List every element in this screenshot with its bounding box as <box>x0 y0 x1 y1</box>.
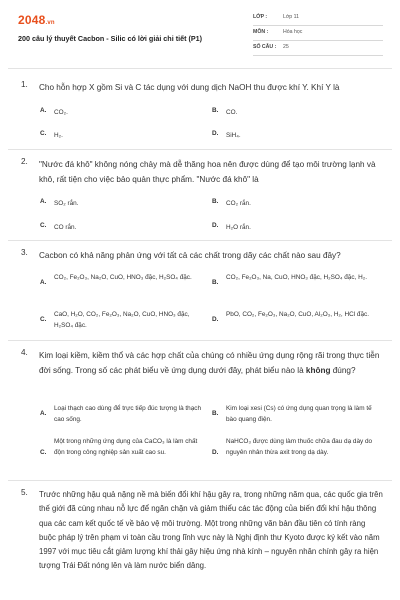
meta-key: MÔN : <box>253 29 269 35</box>
question-text: Trước những hậu quả nặng nề mà biến đổi khí hậu gây ra, trong những năm qua, các quốc gia trên thế giới đã cùng nhau nỗ lực để ngăn chặn và giảm thiểu các tác động của biến đổi khí hậu thông qua các cam kết quốc tế về bảo vệ môi trường. Một trong những văn bản đầu tiên có tính ràng buộc pháp lý trên phạm vi toàn cầu trong lĩnh vực này là Nghị định thư Kyoto được ký kết vào năm 1997 với mục tiêu cắt giảm lượng khí thải gây hiệu ứng nhà kính – nguyên nhân chính gây ra hiện tượng Trái Đất nóng lên và làm nước biển dâng. <box>39 490 383 571</box>
meta-value: Hóa học <box>283 29 303 35</box>
option-letter: D. <box>212 222 219 229</box>
meta-value: Lớp 11 <box>283 14 299 20</box>
question-number: 4. <box>21 348 28 357</box>
divider <box>8 340 392 341</box>
option-letter: C. <box>40 448 47 456</box>
option-letter: C. <box>40 130 47 137</box>
option-letter: D. <box>212 448 219 456</box>
option-text: Kim loại xesi (Cs) có ứng dụng quan trọng là làm tế bào quang điện. <box>226 405 372 423</box>
option-letter: D. <box>212 316 219 323</box>
option-letter: B. <box>212 198 219 205</box>
meta-question-count <box>253 42 383 56</box>
option-text: SiH₄. <box>226 132 241 139</box>
document-header <box>0 0 400 64</box>
question-text <box>39 348 384 378</box>
option-letter: A. <box>40 107 47 114</box>
option-text: Loại thạch cao dùng để trực tiếp đúc tượng là thạch cao sống. <box>54 405 202 423</box>
option-text: CO₂. <box>54 109 68 116</box>
site-logo[interactable] <box>18 13 55 27</box>
question-number: 1. <box>21 80 28 89</box>
document-title: 200 câu lý thuyết Cacbon - Silic có lời giải chi tiết (P1) <box>18 34 203 43</box>
option-text: CaO, H₂O, CO₂, Fe₂O₃, Na₂O, CuO, HNO₃ đặc, H₂SO₄ đặc. <box>54 311 190 329</box>
option-letter: A. <box>40 279 47 286</box>
divider <box>8 240 392 241</box>
question-emphasis: không <box>305 366 331 375</box>
option-text: CO₂ rắn. <box>226 200 251 207</box>
question-text-part: đúng? <box>330 366 356 375</box>
option-text: CO₂, Fe₂O₃, Na, CuO, HNO₃ đặc, H₂SO₄ đặc, H₂. <box>226 274 367 281</box>
meta-key: LỚP : <box>253 14 268 20</box>
divider <box>8 480 392 481</box>
option-text: CO. <box>226 109 238 116</box>
question-number: 5. <box>21 488 28 497</box>
question-number: 2. <box>21 157 28 166</box>
divider <box>8 149 392 150</box>
option-letter: B. <box>212 107 219 114</box>
question-text: Cacbon có khả năng phản ứng với tất cả các chất trong dãy các chất nào sau đây? <box>39 251 341 260</box>
option-text: H₂. <box>54 132 63 139</box>
meta-value: 25 <box>283 44 289 50</box>
option-text: SO₂ rắn. <box>54 200 79 207</box>
meta-key: SỐ CÂU : <box>253 44 277 50</box>
logo-suffix: .vn <box>45 20 55 26</box>
question-number: 3. <box>21 248 28 257</box>
divider <box>8 68 392 69</box>
option-letter: B. <box>212 279 219 286</box>
option-letter: B. <box>212 410 219 417</box>
option-letter: C. <box>40 316 47 323</box>
option-text: CO rắn. <box>54 224 77 231</box>
option-letter: A. <box>40 410 47 417</box>
option-letter: A. <box>40 198 47 205</box>
option-text: PbO, CO₂, Fe₂O₃, Na₂O, CuO, Al₂O₃, H₂, HCl đặc. <box>226 311 369 318</box>
meta-subject <box>253 27 383 41</box>
logo-text: 2048 <box>18 13 46 27</box>
meta-class <box>253 12 383 26</box>
option-text: Một trong những ứng dụng của CaCO₃ là làm chất độn trong công nghiệp sản xuất cao su. <box>54 438 198 456</box>
option-letter: C. <box>40 222 47 229</box>
question-text: "Nước đá khô" không nóng chảy mà dễ thăng hoa nên được dùng để tạo môi trường lạnh và khô, rất tiện cho việc bảo quản thực phẩm. "Nước đá khô" là <box>39 160 376 184</box>
question-text: Cho hỗn hợp X gồm Si và C tác dụng với dung dịch NaOH thu được khí Y. Khí Y là <box>39 83 340 92</box>
option-text: H₂O rắn. <box>226 224 251 231</box>
option-letter: D. <box>212 130 219 137</box>
question-text-part: Kim loại kiềm, kiềm thổ và các hợp chất của chúng có nhiều ứng dụng rộng rãi trong thực tiễn đời sống. Trong số các phát biểu về ứng dụng dưới đây, phát biểu nào là <box>39 351 380 375</box>
option-text: CO₂, Fe₂O₃, Na₂O, CuO, HNO₃ đặc, H₂SO₄ đặc. <box>54 274 192 281</box>
option-text: NaHCO₃ được dùng làm thuốc chữa đau dạ dày do nguyên nhân thừa axit trong dạ dày. <box>226 438 373 456</box>
